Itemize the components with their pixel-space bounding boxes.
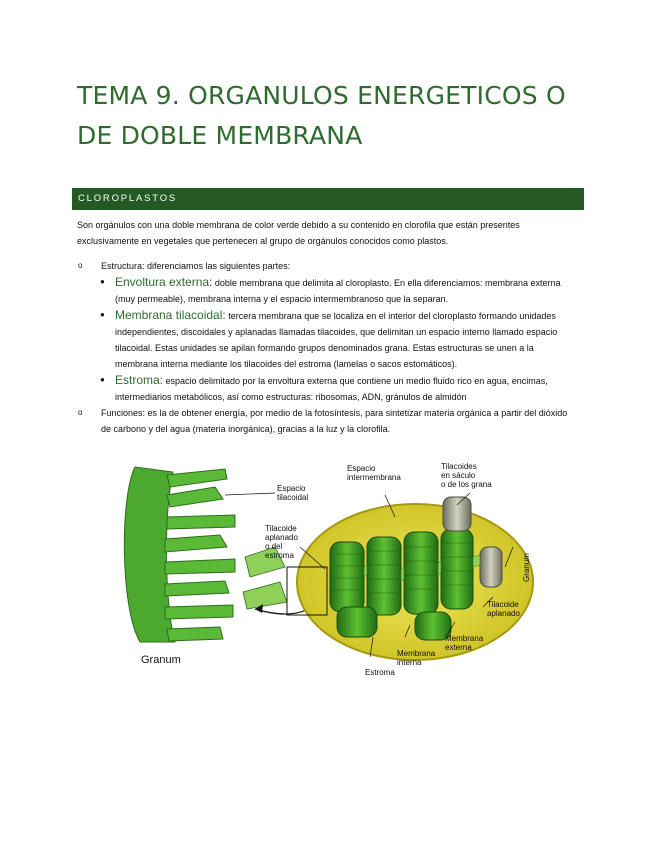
- section-title: CLOROPLASTOS: [78, 193, 178, 204]
- label-espacio-intermembrana-1: Espacio: [347, 464, 376, 473]
- label-espacio-tilacoidal-2: tilacoidal: [277, 493, 309, 502]
- label-espacio-tilacoidal-1: Espacio: [277, 484, 306, 493]
- label-tilacoides-saculo-3: o de los grana: [441, 480, 492, 489]
- label-granum-side: Granum: [522, 553, 531, 582]
- label-membrana-interna-1: Membrana: [397, 649, 436, 658]
- page-title: TEMA 9. ORGANULOS ENERGETICOS O DE DOBLE MEMBRANA: [77, 81, 566, 150]
- content-list: [77, 258, 577, 437]
- label-membrana-interna-2: interna: [397, 658, 422, 667]
- bullet-icon: ●: [100, 375, 105, 384]
- text-membrana-tilacoidal: tercera membrana que se localiza en el interior del cloroplasto formando unidades independientes, discoidales y aplanadas llamadas tilacoides, que delimitan un espacio interno llamado espacio tilacoidal. Estas unidades se apilan formando grupos denominados grana. Estas estructuras se unen a la membrana interna mediante los tilacoides del estroma (lamelas o sacos estomáticos).: [115, 311, 558, 369]
- chloroplast-body: [297, 497, 533, 660]
- list-item-estructura: [77, 258, 577, 274]
- funciones-text: Funciones: es la de obtener energía, por medio de la fotosíntesis, para sintetizar materia orgánica a partir del dióxido de carbono y del agua (materia inorgánica), gracias a la luz y la clorofila.: [101, 408, 568, 434]
- label-estroma: Estroma: [365, 668, 395, 677]
- label-membrana-externa-1: Membrana: [445, 634, 484, 643]
- bullet-icon: ●: [100, 310, 105, 319]
- label-tilacoide-estroma-3: o del: [265, 542, 283, 551]
- section-header: [72, 188, 584, 210]
- intro-paragraph: Son orgánulos con una doble membrana de color verde debido a su contenido en clorofila que están presentes exclusivamente en vegetales que pertenecen al grupo de orgánulos conocidos como plastos.: [77, 220, 520, 246]
- hollow-bullet-icon: o: [78, 261, 83, 270]
- label-tilacoides-saculo-2: en sáculo: [441, 471, 476, 480]
- hollow-bullet-icon: o: [78, 408, 83, 417]
- label-membrana-externa-2: externa: [445, 643, 472, 652]
- term-envoltura: Envoltura externa:: [115, 275, 213, 289]
- label-espacio-intermembrana-2: intermembrana: [347, 473, 401, 482]
- label-tilacoide-aplanado-2: aplanado: [487, 609, 520, 618]
- label-tilacoide-estroma-2: aplanado: [265, 533, 298, 542]
- term-membrana-tilacoidal: Membrana tilacoidal:: [115, 308, 226, 322]
- text-envoltura: doble membrana que delimita al cloroplasto. En ella diferenciamos: membrana externa (muy permeable), membrana interna y el espacio intermembranoso que la separan.: [115, 278, 561, 304]
- list-item-membrana-tilacoidal: [77, 307, 577, 372]
- chloroplast-diagram: [115, 457, 539, 682]
- label-granum-bottom: Granum: [141, 654, 181, 666]
- bullet-icon: ●: [100, 277, 105, 286]
- estructura-label: Estructura: diferenciamos las siguientes partes:: [101, 261, 291, 271]
- list-item-estroma: [77, 372, 577, 405]
- list-item-envoltura: [77, 274, 577, 307]
- label-tilacoide-estroma-4: estroma: [265, 551, 294, 560]
- label-tilacoides-saculo-1: Tilacoides: [441, 462, 477, 471]
- text-estroma: espacio delimitado por la envoltura externa que contiene un medio fluido rico en agua, encimas, intermediarios metabólicos, así como estructuras: ribosomas, ADN, gránulos de almidón: [115, 376, 548, 402]
- term-estroma: Estroma:: [115, 373, 164, 387]
- label-tilacoide-aplanado-1: Tilacoide: [487, 600, 519, 609]
- label-tilacoide-estroma-1: Tilacoide: [265, 524, 297, 533]
- list-item-funciones: [77, 405, 577, 437]
